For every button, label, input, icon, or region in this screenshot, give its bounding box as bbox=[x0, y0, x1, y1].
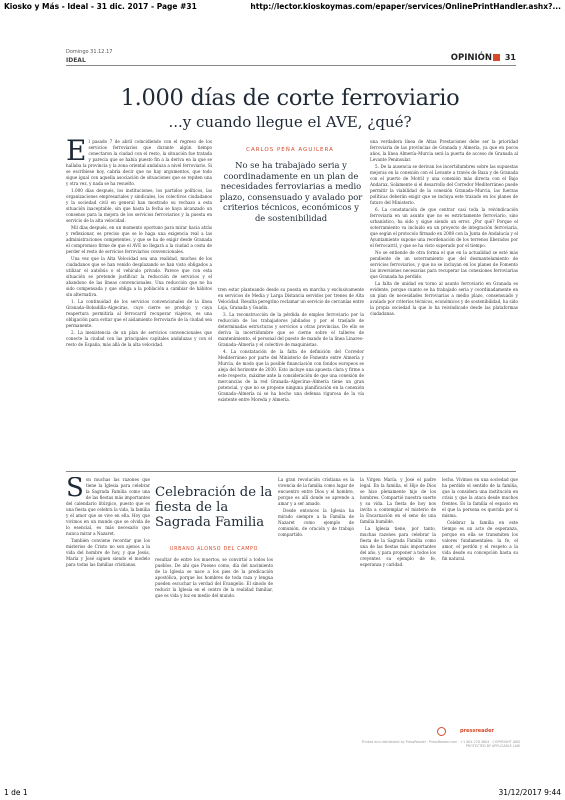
paragraph: tren estar planteando desde su puesta en marcha y exclusivamente en servicios de Media y Larga Distancia servidos por trenes de Alta Velocidad. Resulta peregrino reclamar un servicio de cercanías entre Loja, Granada y Guadix. bbox=[218, 287, 364, 310]
article2-column-4 bbox=[360, 477, 436, 727]
paragraph: Mil días después, en un momento oportuno para mirar hacia atrás y reflexionar, es preciso que se le haga una exigencia real a las administraciones competentes, y que se ha de exigir desde Granada el compromiso firme de que el AVE no llegará a la ciudad a costa de perder el resto de servicios ferroviarios convencionales. bbox=[66, 225, 212, 254]
article-headline: 1.000 días de corte ferroviario bbox=[120, 85, 460, 111]
newspaper-page bbox=[60, 45, 522, 771]
paragraph: 1. La continuidad de los servicios convencionales de la línea Granada–Bobadilla–Algeciras, cuyo cierre se produjo y cuya reapertura permitiría al ferrocarril recuperar viajeros, es una obligación para evitar que el aislamiento ferroviario de la ciudad sea permanente. bbox=[66, 299, 212, 328]
paragraph: La gran revolución cristiana es la vivencia de la familia como lugar de encuentro entre Dios y el hombre, porque es allí donde se aprende a amar y a ser amado. bbox=[278, 477, 354, 506]
pressreader-logo: pressreader bbox=[459, 728, 494, 734]
paragraph: La falta de unidad en torno al asunto ferroviario en Granada es evidente, porque cuanto se ha trabajado seria y coordinadamente en un plan de necesidades ferroviarias a medio plazo, consensuado y avalado por criterios técnicos, económicos y de sostenibilidad, ha sido la propia sociedad la que lo ha reivindicado desde las plataformas ciudadanas. bbox=[370, 281, 518, 316]
paragraph: 2. La inexistencia de un plan de servicios convencionales que conecte la ciudad con las principales capitales andaluzas y con el resto de España, más allá de la alta velocidad. bbox=[66, 330, 212, 347]
issue-date: Domingo 31.12.17 bbox=[66, 49, 113, 55]
section-label: OPINIÓN bbox=[450, 53, 492, 63]
paragraph: La Iglesia tiene, por tanto, muchas razones para celebrar la fiesta de la Sagrada Familia como una de las fiestas más importantes del año, y para proponer a todos los creyentes su ejemplo de fe, esperanza y caridad. bbox=[360, 526, 436, 567]
paragraph: on muchas las razones que tiene la Iglesia para celebrar la Sagrada Familia como una de las fiestas más importantes del calendario litúrgico, puesto que es una fiesta que celebra la vida, la familia y el amor que se vive en ella. Hoy que vivimos en un mundo que se olvida de lo esencial, es más necesario que nunca mirar a Nazaret. bbox=[66, 477, 150, 536]
article2-title: Celebración de la fiesta de la Sagrada Familia bbox=[155, 485, 273, 530]
paragraph: una verdadera línea de Altas Prestaciones debe ser la prioridad ferroviaria de las provincias de Granada y Almería, ya que en pocos años, la línea Almería–Murcia será la puerta de acceso de Granada al Levante Peninsular. bbox=[370, 139, 518, 162]
paragraph: 5. De la ausencia se derivan los incertidumbres sobre las supuestas mejoras en la conexión con el Levante a través de Baza y de Granada con el puerto de Motril y una conexión más directa con el Bajo Andarax. Solamente si el desarrollo del Corredor Mediterráneo puede permitir la viabilidad de la conexión Granada–Murcia, las fuerzas políticas deberán exigir que se incluya este trazado en los planes de futuro del Ministerio. bbox=[370, 164, 518, 205]
page-number: 31 bbox=[504, 53, 516, 62]
paragraph: 3. La reconstrucción de la pérdida de empleo ferroviario por la reducción de los trabajadores jubilados y por el traslado de determinadas estructuras y servicios a otras provincias. De ello se deriva la incertidumbre que se cierne sobre el talleres de mantenimiento, el personal del puesto de mando de la línea Linares–Granada–Almería y el colectivo de maquinistas. bbox=[218, 312, 364, 347]
article2-column-5 bbox=[442, 477, 518, 723]
section-marker-icon bbox=[493, 54, 500, 61]
article1-column-1 bbox=[66, 139, 212, 467]
header-divider bbox=[66, 65, 516, 66]
article2-column-3 bbox=[278, 477, 354, 727]
paragraph: 4. La constatación de la falta de definición del Corredor Mediterráneo por parte del Ministerio de Fomento entre Almería y Murcia, de modo que la posible financiación con fondos europeos se aleja del horizonte de 2030. Esto incluye una apuesta clara y firme a este respecto, máxime ante la consideración de que una conexión de mercancías de la red Granada–Algeciras–Almería tiene un gran potencial, y que no se propone ninguna planificación en la conexión Granada–Almería ni se ha hecho una defensa rigurosa de la vía existente entre Moreda y Almería. bbox=[218, 349, 364, 402]
paragraph: Una vez que la Alta Velocidad sea una realidad, muchos de los ciudadanos que se han venido desplazando se han visto obligados a utilizar el autobús o el vehículo privado. Parece que con esta situación se pretende justificar la reducción de servicios y el abandono de las líneas convencionales. Una reducción que no ha sido compensada y que obliga a la población a cambiar de hábitos sin alternativa. bbox=[66, 256, 212, 297]
paragraph: resultar de entre los muertos, se convirtió a todos los pueblos. De ahí que Pueseo como, día del nacimiento de la Iglesia se nace a los pies de la predicación apostólica, porque los hombres de toda raza y lengua pueden escuchar la verdad del Evangelio. El sínodo de reducir la Iglesia en el centro de la realidad familiar, que es vida y luz en medio del mundo. bbox=[155, 557, 273, 598]
copyright-note: Printed and distributed by PressReader · PressReader.com · +1 604 278 4604 · COPYRIGHT AND PROTECTED BY APPLICABLE LAW bbox=[361, 740, 520, 748]
article1-column-3 bbox=[370, 139, 518, 467]
article-divider bbox=[66, 471, 516, 472]
paragraph: Celebrar la familia en este tiempo es un acto de esperanza, porque en ella se transmiten los valores fundamentales: la fe, el amor, el perdón y el respeto a la vida desde su concepción hasta su fin natural. bbox=[442, 520, 518, 561]
paragraph: También conviene recordar que los misterios de Cristo no son ajenos a la vida del hombre de hoy, y que Jesús, María y José siguen siendo el modelo para todas las familias cristianas. bbox=[66, 538, 150, 567]
article-subhead: ...y cuando llegue el AVE, ¿qué? bbox=[168, 113, 412, 131]
article2-author: URBANO ALONSO DEL CAMPO bbox=[169, 547, 259, 552]
paragraph: Desde entonces la Iglesia ha mirado siempre a la Familia de Nazaret como ejemplo de comunión, de oración y de trabajo compartido. bbox=[278, 508, 354, 537]
dropcap: E bbox=[66, 139, 87, 167]
print-url[interactable]: http://lector.kioskoymas.com/epaper/services/OnlinePrintHandler.ashx?... bbox=[250, 2, 561, 11]
article-byline: CARLOS PEÑA AGUILERA bbox=[246, 147, 334, 153]
paragraph: l pasado 7 de abril coincidiendo con el regreso de los servicios ferroviarios que durante algún tiempo conectaron la ciudad con el resto, la situación fue tratada y parecía que se había puesto fin a la deriva en la que se hallaba la provincia y la zona oriental andaluza a nivel ferroviario. Si se escribiese hoy, cabría decir que no hay argumentos, que todo sigue igual con aquella asociación de situaciones que se repiten una y otra vez, y nada se ha resuelto. bbox=[66, 139, 212, 186]
print-timestamp: 31/12/2017 9:44 bbox=[498, 788, 561, 797]
article2-column-2 bbox=[155, 557, 273, 727]
pressreader-logo-icon bbox=[437, 727, 446, 736]
print-title: Kiosko y Más - Ideal - 31 dic. 2017 - Page #31 bbox=[4, 2, 197, 11]
paragraph: 6. La constatación de que centrar casi toda la reivindicación ferroviaria en un asunto que no es estrictamente ferroviario, sino urbanístico, ha sido y sigue siendo un error. ¿Por qué? Porque el soterramiento va incluido en un proyecto de integración ferroviaria, que según el protocolo firmado en 2008 con la Junta de Andalucía y el Ayuntamiento supone una reordenación de los terrenos liberados por el ferrocarril, y que se ha visto superado por el tiempo. bbox=[370, 207, 518, 248]
pull-quote: No se ha trabajado seria y coordinadamente en un plan de necesidades ferroviarias a medio plazo, consensuado y avalado por criterios técnicos, económicos y de sostenibilidad bbox=[219, 160, 363, 223]
newspaper-name: IDEAL bbox=[66, 57, 86, 64]
article2-column-1 bbox=[66, 477, 150, 727]
dropcap: S bbox=[66, 477, 84, 503]
browser-print-header bbox=[0, 0, 565, 12]
paragraph: 1.000 días después, los instituciones, los partidos políticos, las organizaciones empresariales y sindicales, los colectivos ciudadanos y la sociedad civil en general han mostrado su rechazo a esta situación inaceptable, sin que hasta la fecha se haya alcanzado un consenso para la mejora de los servicios ferroviarios y la puesta en servicio de la alta velocidad. bbox=[66, 188, 212, 223]
paragraph: la Virgen María, y José el padre legal. En la familia, el Hijo de Dios se hizo plenamente hijo de los hombres. Compartió nuestra suerte y su vida. La fiesta de hoy nos invita a contemplar el misterio de la Encarnación en el seno de una familia humilde. bbox=[360, 477, 436, 524]
page-count: 1 de 1 bbox=[4, 788, 28, 797]
browser-print-footer bbox=[0, 786, 565, 800]
paragraph: lecho. Vivimos en una sociedad que ha perdido el sentido de la familia, que la considera una institución en crisis y que la ataca desde muchos frentes. Es la familia el espacio en el que la persona es querida por sí misma. bbox=[442, 477, 518, 518]
paragraph: No se entiende de otra forma el que en la actualidad se esté más pendiente de un soterramiento que del desmantelamiento de servicios ferroviarios, y que no se incluyan en los planes de Fomento las inversiones necesarias para recuperar las conexiones ferroviarias que Granada ha perdido. bbox=[370, 250, 518, 279]
article1-column-2 bbox=[218, 287, 364, 467]
